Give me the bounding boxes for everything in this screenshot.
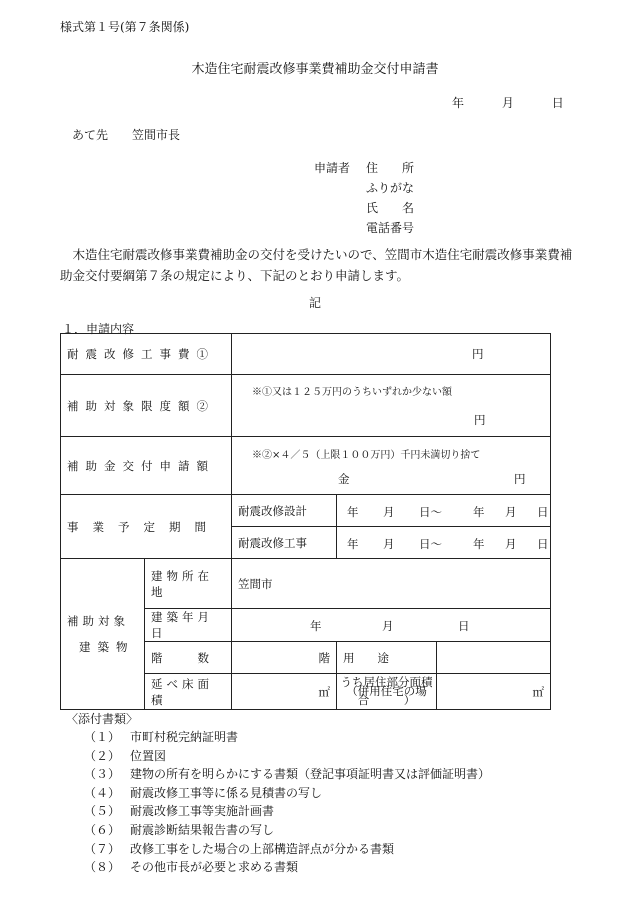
- design-start-month: 月: [383, 504, 395, 519]
- construction-start-year: 年: [347, 536, 359, 551]
- attachment-item: （４） 耐震改修工事等に係る見積書の写し: [84, 785, 323, 800]
- built-month: 月: [382, 619, 394, 633]
- built-value[interactable]: [232, 609, 551, 642]
- applicant-furigana-label: ふりがな: [366, 181, 415, 195]
- attachment-item: （６） 耐震診断結果報告書の写し: [84, 822, 275, 837]
- attachment-item: （５） 耐震改修工事等実施計画書: [84, 804, 275, 819]
- grant-row: [61, 437, 551, 495]
- limit-cell[interactable]: [232, 375, 551, 437]
- floors-value[interactable]: 階: [232, 642, 337, 674]
- attachment-item: （３） 建物の所有を明らかにする書類（登記事項証明書又は評価証明書）: [84, 767, 491, 782]
- schedule-row-design: [61, 495, 551, 527]
- applicant-phone-label: 電話番号: [366, 221, 415, 235]
- location-value[interactable]: 笠間市: [232, 559, 551, 609]
- grant-cell[interactable]: [232, 437, 551, 495]
- attachment-item: （２） 位置図: [84, 748, 167, 763]
- attachment-item: （８） その他市長が必要と求める書類: [84, 860, 299, 875]
- schedule-name-design: 耐震改修設計: [232, 495, 337, 527]
- cost-unit: 円: [232, 334, 551, 375]
- floors-label: 階 数: [145, 642, 232, 674]
- location-label: 建物所在地: [145, 559, 232, 609]
- construction-start-day: 日～: [419, 536, 442, 551]
- grant-note: ※②×４／５（上限１００万円）千円未満切り捨て: [252, 450, 481, 461]
- date-day: 日: [551, 96, 564, 110]
- residential-note: うち居住部分面積（併用住宅の場合 ）: [337, 674, 437, 710]
- applicant-address-label: 住 所: [366, 161, 415, 175]
- application-statement: 木造住宅耐震改修事業費補助金の交付を受けたいので、笠間市木造住宅耐震改修事業費補助金交付要綱第７条の規定により、下記のとおり申請します。: [60, 247, 573, 283]
- limit-unit: 円: [474, 413, 486, 427]
- design-end-month: 月: [505, 504, 517, 519]
- section-heading: １．申請内容: [62, 322, 135, 336]
- grant-unit: 円: [514, 472, 526, 486]
- date-month: 月: [501, 96, 514, 110]
- schedule-label: 事業予定期間: [61, 495, 232, 559]
- cost-label: 耐震改修工事費①: [61, 334, 232, 375]
- building-label: [61, 559, 145, 710]
- residential-value[interactable]: ㎡: [437, 674, 551, 710]
- built-day: 日: [458, 619, 470, 633]
- attachments-list: [84, 728, 490, 877]
- form-number: 様式第１号(第７条関係): [60, 20, 190, 34]
- use-label: 用 途: [337, 642, 437, 674]
- applicant-label: 申請者: [314, 161, 351, 175]
- date-line: [452, 94, 564, 111]
- built-label: 建築年月日: [145, 609, 232, 642]
- applicant-name-label: 氏 名: [366, 201, 415, 215]
- document-title: 木造住宅耐震改修事業費補助金交付申請書: [191, 62, 439, 77]
- cost-row: [61, 334, 551, 375]
- attachment-item: （１） 市町村税完納証明書: [84, 730, 239, 744]
- construction-end-month: 月: [505, 536, 517, 551]
- grant-label: 補助金交付申請額: [61, 437, 232, 495]
- design-start-day: 日～: [419, 504, 442, 519]
- addressee: あて先 笠間市長: [72, 128, 181, 142]
- applicant-block: [314, 158, 414, 238]
- schedule-dates-design[interactable]: [337, 495, 551, 527]
- construction-start-month: 月: [383, 536, 395, 551]
- attachments-title: 〈添付書類〉: [66, 712, 139, 726]
- construction-end-day: 日: [537, 536, 549, 551]
- design-end-year: 年: [473, 504, 485, 519]
- location-row: [61, 559, 551, 609]
- schedule-dates-construction[interactable]: [337, 527, 551, 559]
- limit-label: 補助対象限度額②: [61, 375, 232, 437]
- design-end-day: 日: [537, 504, 549, 519]
- building-label-line2: 建築物: [79, 640, 135, 654]
- design-start-year: 年: [347, 504, 359, 519]
- application-table: [60, 333, 551, 710]
- area-value[interactable]: ㎡: [232, 674, 337, 710]
- use-value[interactable]: [437, 642, 551, 674]
- ki-heading: 記: [308, 296, 321, 310]
- limit-row: [61, 375, 551, 437]
- grant-kin: 金: [338, 472, 350, 486]
- construction-end-year: 年: [473, 536, 485, 551]
- area-label: 延べ床面積: [145, 674, 232, 710]
- attachment-item: （７） 改修工事をした場合の上部構造評点が分かる書類: [84, 841, 395, 856]
- schedule-name-construction: 耐震改修工事: [232, 527, 337, 559]
- date-year: 年: [452, 96, 465, 110]
- built-year: 年: [310, 619, 322, 633]
- limit-note: ※①又は１２５万円のうちいずれか少ない額: [252, 387, 452, 398]
- building-label-line1: 補助対象: [67, 614, 129, 628]
